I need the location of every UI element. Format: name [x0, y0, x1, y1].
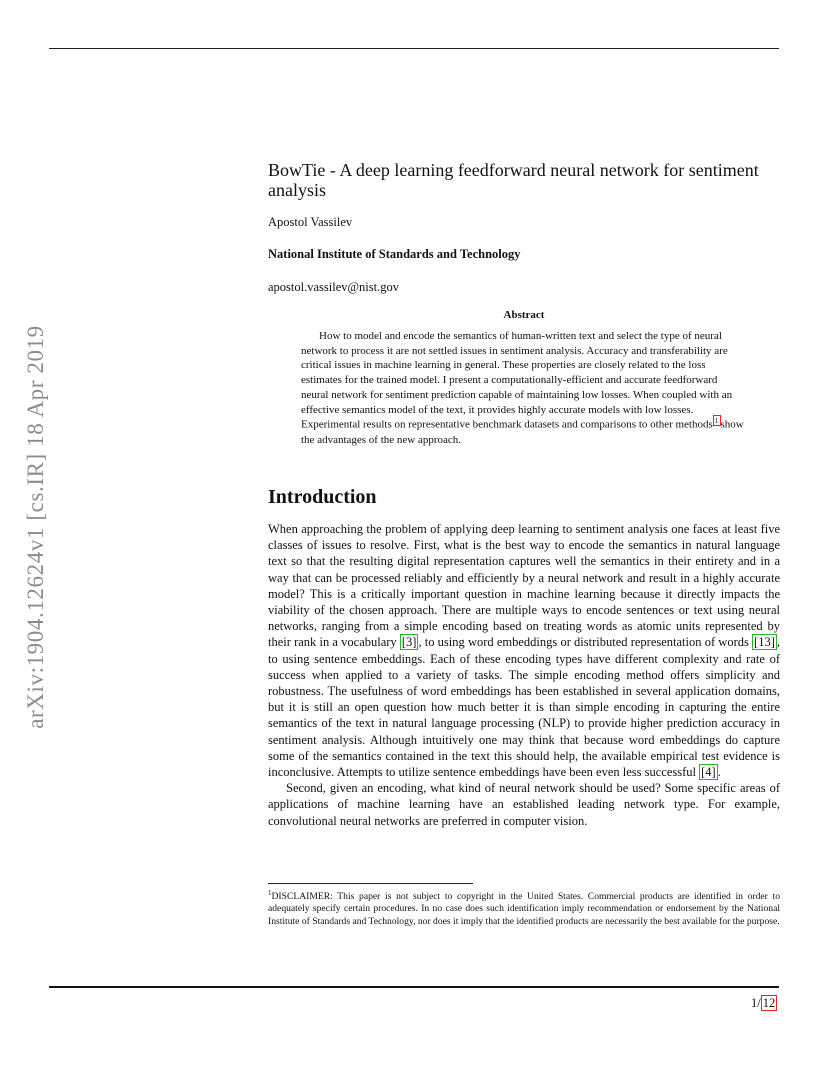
bottom-rule	[49, 986, 779, 988]
top-rule	[49, 48, 779, 49]
page-current: 1/	[751, 996, 761, 1010]
citation-link-3[interactable]: [3]	[401, 635, 417, 650]
paragraph-text: When approaching the problem of applying deep learning to sentiment analysis one faces at least five classes of issues to resolve. First, what is the best way to encode the semantics in natural language text so that the resulting digital representation captures well the semantics in their entirety and in a way that can be processed reliably and efficiently by a neural network and result in a highly accurate model? This is a critically important question in machine learning because it directly impacts the viability of the chosen approach. There are multiple ways to encode sentences or text using neural networks, ranging from a simple encoding based on treating words as atomic units represented by their rank in a vocabulary	[268, 522, 780, 650]
author-affiliation: National Institute of Standards and Technology	[268, 247, 521, 261]
abstract-text-part-2: show the advantages of the new approach.	[301, 418, 744, 446]
footnote	[268, 887, 780, 928]
citation-link-4[interactable]: [4]	[701, 765, 716, 780]
abstract-heading: Abstract	[503, 309, 545, 321]
citation-link-13[interactable]: [13]	[754, 635, 775, 650]
footnote-rule	[268, 883, 473, 884]
paragraph-text: , to using sentence embeddings. Each of these encoding types have different complexity and rate of success when applied to a variety of tasks. The simple encoding method offers simplicity and robustness. The usefulness of word embeddings has been established in several application domains, but it is still an open question how much better it is than simple encoding in capturing the entire semantics of the text in natural language processing (NLP) to provide higher prediction accuracy in sentiment analysis. Although intuitively one may think that because word embeddings do capture some of the semantics contained in the text this should help, the available empirical test evidence is inconclusive. Attempts to utilize sentence embeddings have been even less successful	[268, 635, 780, 780]
author-name: Apostol Vassilev	[268, 215, 353, 229]
paper-title: BowTie - A deep learning feedforward neural network for sentiment analysis	[268, 160, 759, 200]
footnote-text: DISCLAIMER: This paper is not subject to copyright in the United States. Commercial products are identified in order to adequately specify certain procedures. In no case does such identification imply recommendation or endorsement by the National Institute of Standards and Technology, nor does it imply that the identified products are necessarily the best available for the purpose.	[268, 891, 780, 927]
page-total-link[interactable]: 12	[762, 996, 776, 1010]
page-number	[751, 996, 777, 1011]
introduction-body	[268, 521, 780, 829]
author-email-link[interactable]: apostol.vassilev@nist.gov	[268, 280, 399, 294]
footnote-link[interactable]: 1	[714, 416, 719, 426]
section-heading-introduction: Introduction	[268, 486, 377, 508]
arxiv-identifier-watermark: arXiv:1904.12624v1 [cs.IR] 18 Apr 2019	[23, 325, 48, 729]
abstract-text	[301, 329, 746, 447]
introduction-paragraph-2: Second, given an encoding, what kind of neural network should be used? Some specific areas of applications of machine learning have an established leading network type. For example, convolutional neural networks are preferred in computer vision.	[268, 781, 780, 828]
paragraph-text: .	[717, 765, 721, 780]
footnote-number: 1	[268, 889, 272, 897]
introduction-paragraph-1	[268, 521, 780, 780]
paragraph-text: , to using word embeddings or distributed representation of words	[418, 635, 753, 650]
abstract-text-part-1: How to model and encode the semantics of human-written text and select the type of neural network to process it are not settled issues in sentiment analysis. Accuracy and transferability are critical issues in machine learning in general. These properties are closely related to the loss estimates for the trained model. I present a computationally-efficient and accurate feedforward neural network for sentiment prediction capable of maintaining low losses. When coupled with an effective semantics model of the text, it provides highly accurate models with low losses. Experimental results on representative benchmark datasets and comparisons to other methods	[301, 330, 733, 431]
